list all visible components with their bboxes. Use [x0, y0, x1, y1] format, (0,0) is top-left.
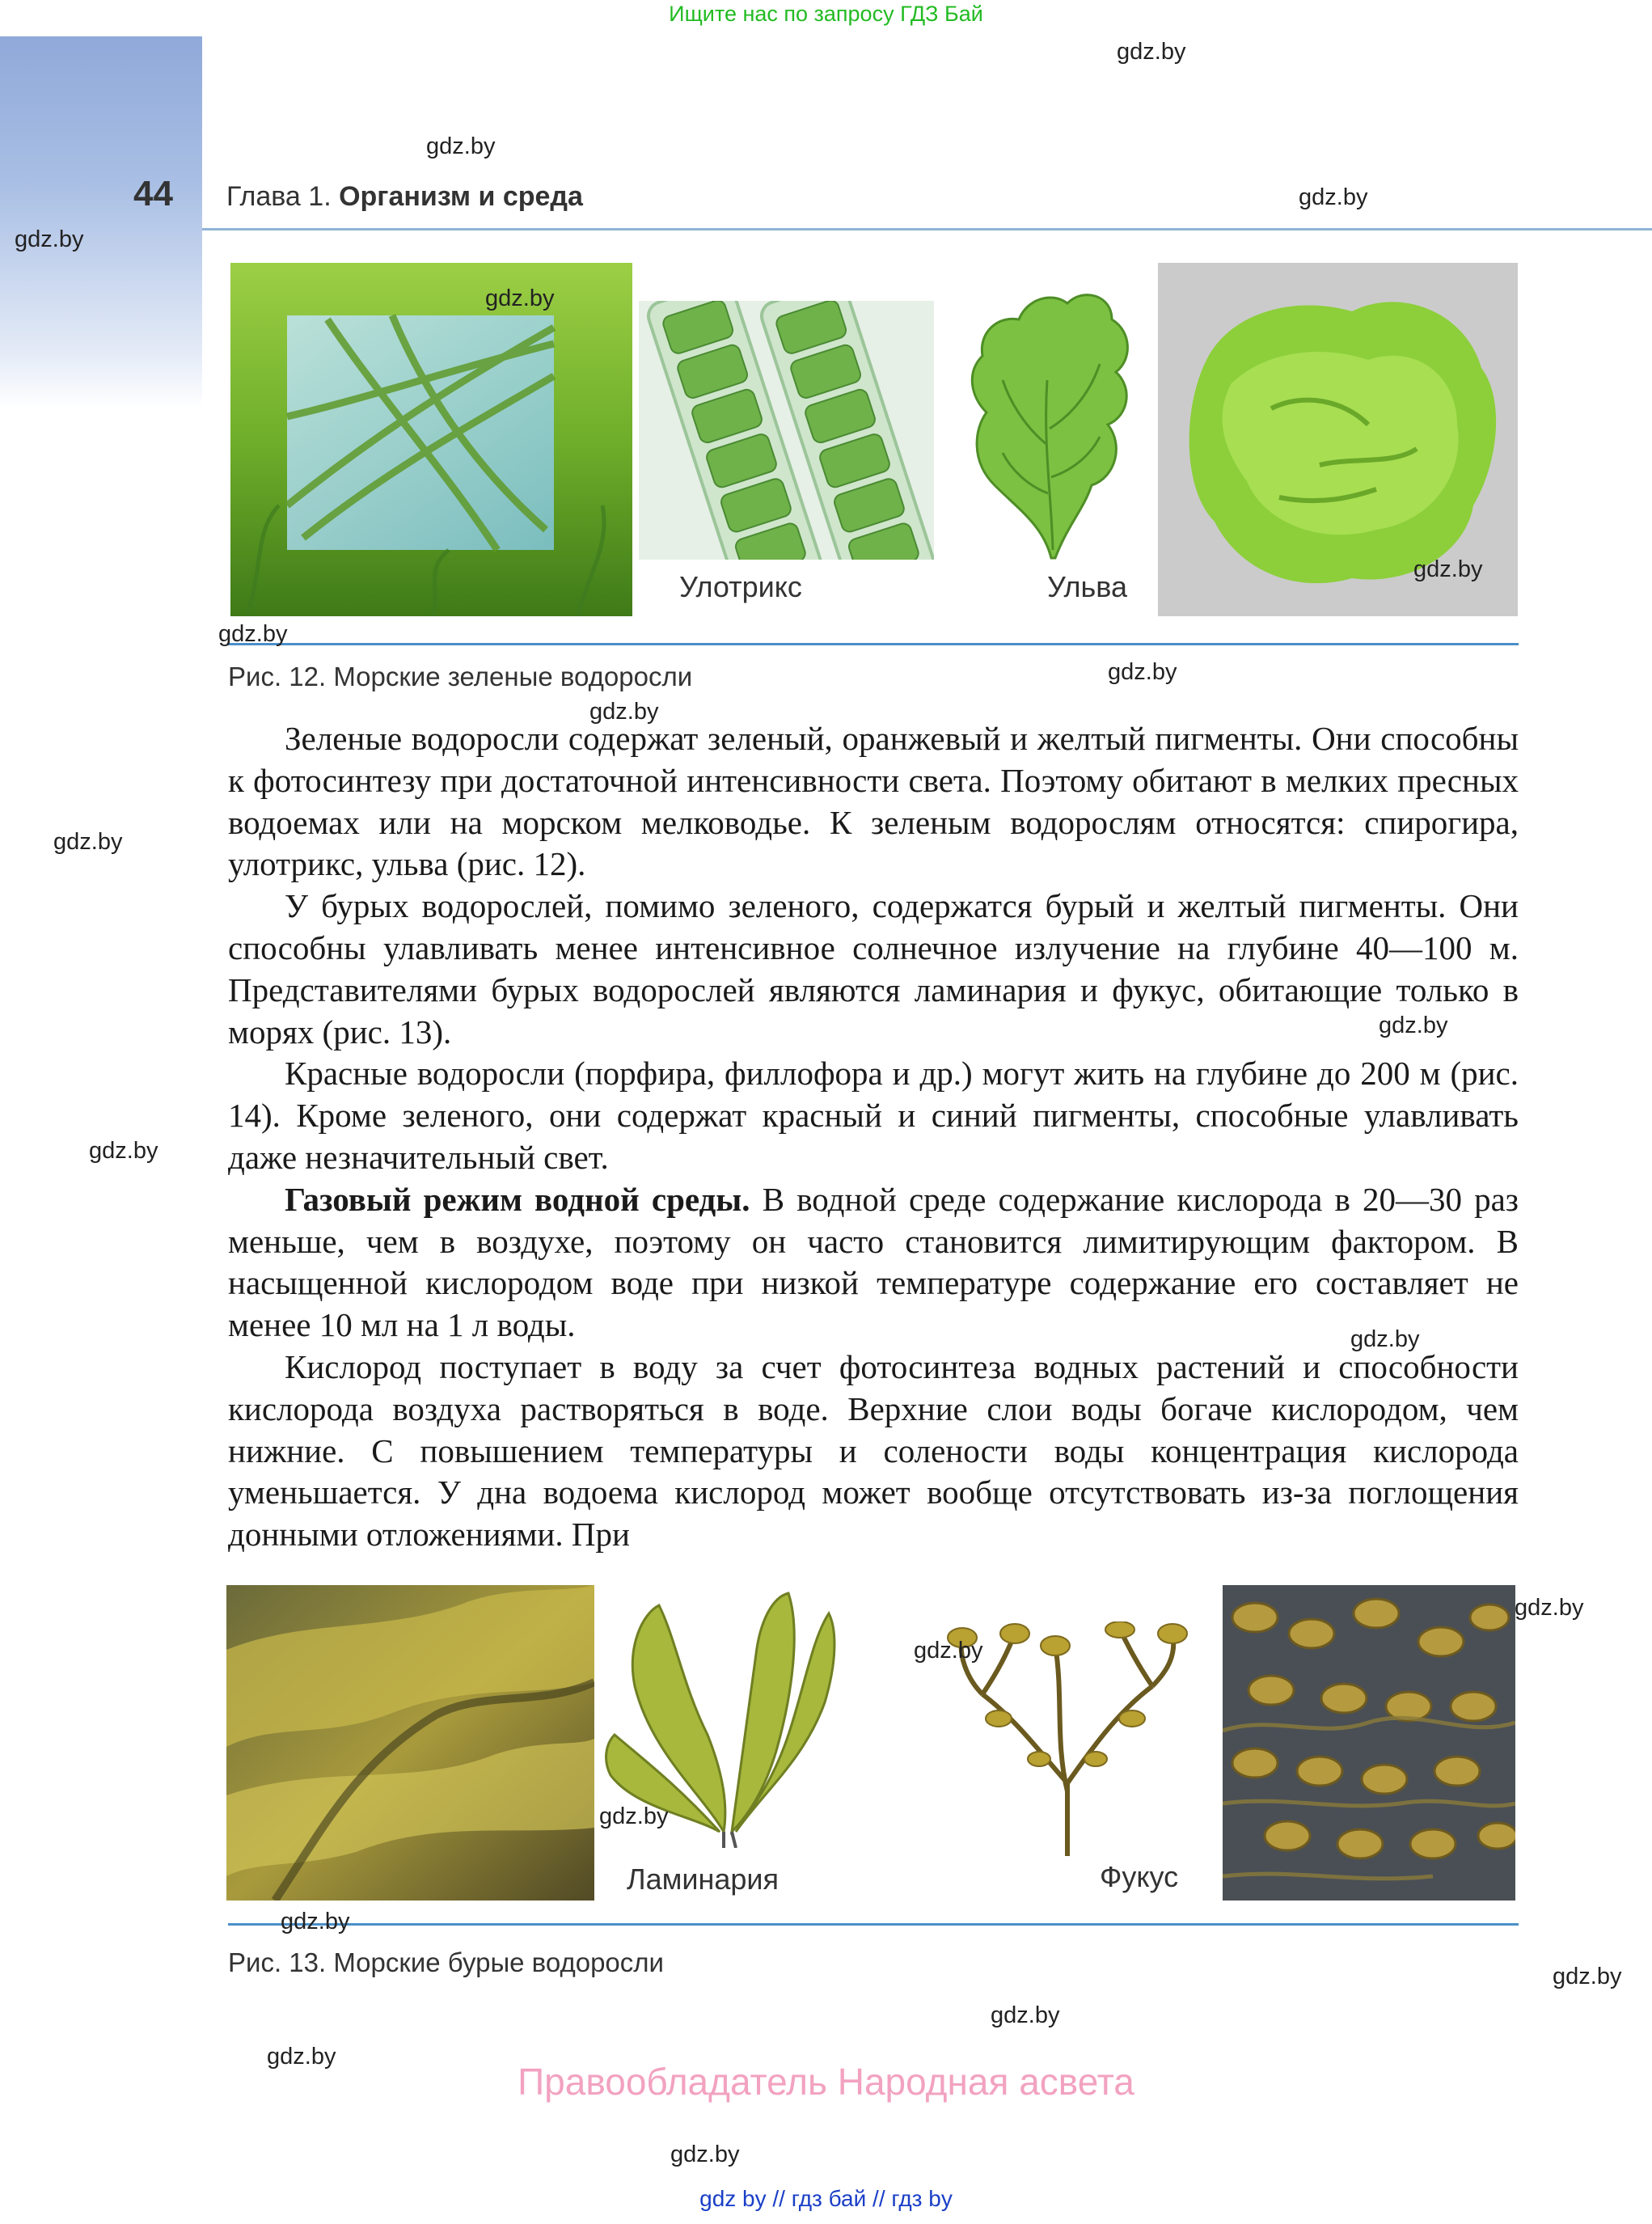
- body-text: [228, 718, 1519, 1556]
- watermark: gdz.by: [589, 699, 659, 725]
- watermark: gdz.by: [670, 2142, 740, 2167]
- footer-links[interactable]: gdz by // гдз бай // гдз by: [699, 2186, 953, 2211]
- gas-regime-text: В водной среде содержание кислорода в 20—30 раз меньше, чем в воздухе, поэтому он часто становится лимитирующим фактором. В насыщенной кислородом воде при низкой температуре содержание его составляет не менее 10 мл на 1 л воды.: [228, 1180, 1519, 1344]
- watermark: gdz.by: [426, 133, 496, 159]
- chapter-prefix: Глава 1.: [226, 181, 340, 212]
- watermark: gdz.by: [267, 2044, 336, 2070]
- figure12-rule: [228, 643, 1519, 645]
- paragraph-gas-regime: [228, 1179, 1519, 1347]
- figure13-caption: Рис. 13. Морские бурые водоросли: [228, 1947, 664, 1977]
- watermark: gdz.by: [1553, 1964, 1622, 1989]
- page-number: 44: [133, 174, 173, 214]
- fucus-photo: [1223, 1585, 1515, 1901]
- watermark: gdz.by: [1108, 659, 1177, 685]
- watermark: gdz.by: [599, 1803, 669, 1829]
- paragraph-red-algae: Красные водоросли (порфира, филлофора и др.) могут жить на глубине до 200 м (рис. 14). Кроме зеленого, они содержат красный и синий пигменты, способные улавливать даже незначительный свет.: [228, 1055, 1519, 1176]
- chapter-heading: [226, 181, 583, 213]
- chapter-title: Организм и среда: [339, 181, 583, 212]
- copyright-notice: Правообладатель Народная асвета: [518, 2061, 1134, 2103]
- ulothrix-photo: [639, 301, 934, 560]
- gas-regime-heading: Газовый режим водной среды.: [285, 1180, 750, 1218]
- top-banner[interactable]: Ищите нас по запросу ГДЗ Бай: [669, 2, 983, 26]
- paragraph-oxygen: Кислород поступает в воду за счет фотосинтеза водных растений и способности кислорода воздуха растворяться в воде. Верхние слои воды богаче кислородом, чем нижние. С повышением температуры и солености воды концентрация кислорода уменьшается. У дна водоема кислород может вообще отсутствовать из-за поглощения донными отложениями. При: [228, 1347, 1519, 1554]
- ulva-illustration: [962, 283, 1136, 562]
- watermark: gdz.by: [89, 1138, 158, 1164]
- paragraph-brown-algae: У бурых водорослей, помимо зеленого, содержатся бурый и желтый пигменты. Они способны улавливать менее интенсивное солнечное излучение на глубине 40—100 м. Представителями бурых водорослей являются ламинария и фукус, обитающие только в морях (рис. 13).: [228, 887, 1519, 1051]
- watermark: gdz.by: [1379, 1013, 1448, 1038]
- watermark: gdz.by: [1413, 556, 1483, 582]
- label-laminaria: Ламинария: [627, 1862, 780, 1896]
- label-ulothrix: Улотрикс: [679, 570, 802, 603]
- header-rule: [202, 228, 1652, 230]
- spirogyra-photo: [230, 263, 632, 616]
- watermark: gdz.by: [485, 285, 555, 311]
- watermark: gdz.by: [281, 1909, 350, 1934]
- watermark: gdz.by: [1515, 1595, 1584, 1621]
- watermark: gdz.by: [914, 1638, 983, 1664]
- watermark: gdz.by: [53, 829, 123, 855]
- kelp-underwater-photo: [226, 1585, 594, 1901]
- watermark: gdz.by: [218, 621, 288, 647]
- paragraph-green-algae: Зеленые водоросли содержат зеленый, оранжевый и желтый пигменты. Они способны к фотосинтезу при достаточной интенсивности света. Поэтому обитают в мелких пресных водоемах или на морском мелководье. К зеленым водорослям относятся: спирогира, улотрикс, ульва (рис. 12).: [228, 720, 1519, 883]
- label-fucus: Фукус: [1100, 1860, 1179, 1893]
- figure12-caption: Рис. 12. Морские зеленые водоросли: [228, 662, 693, 691]
- side-gradient-band: [0, 36, 202, 408]
- watermark: gdz.by: [1117, 39, 1186, 65]
- watermark: gdz.by: [1350, 1326, 1420, 1352]
- watermark: gdz.by: [991, 2002, 1060, 2028]
- figure13-rule: [228, 1923, 1519, 1926]
- label-ulva: Ульва: [1047, 570, 1127, 603]
- watermark: gdz.by: [15, 226, 84, 252]
- watermark: gdz.by: [1299, 184, 1368, 210]
